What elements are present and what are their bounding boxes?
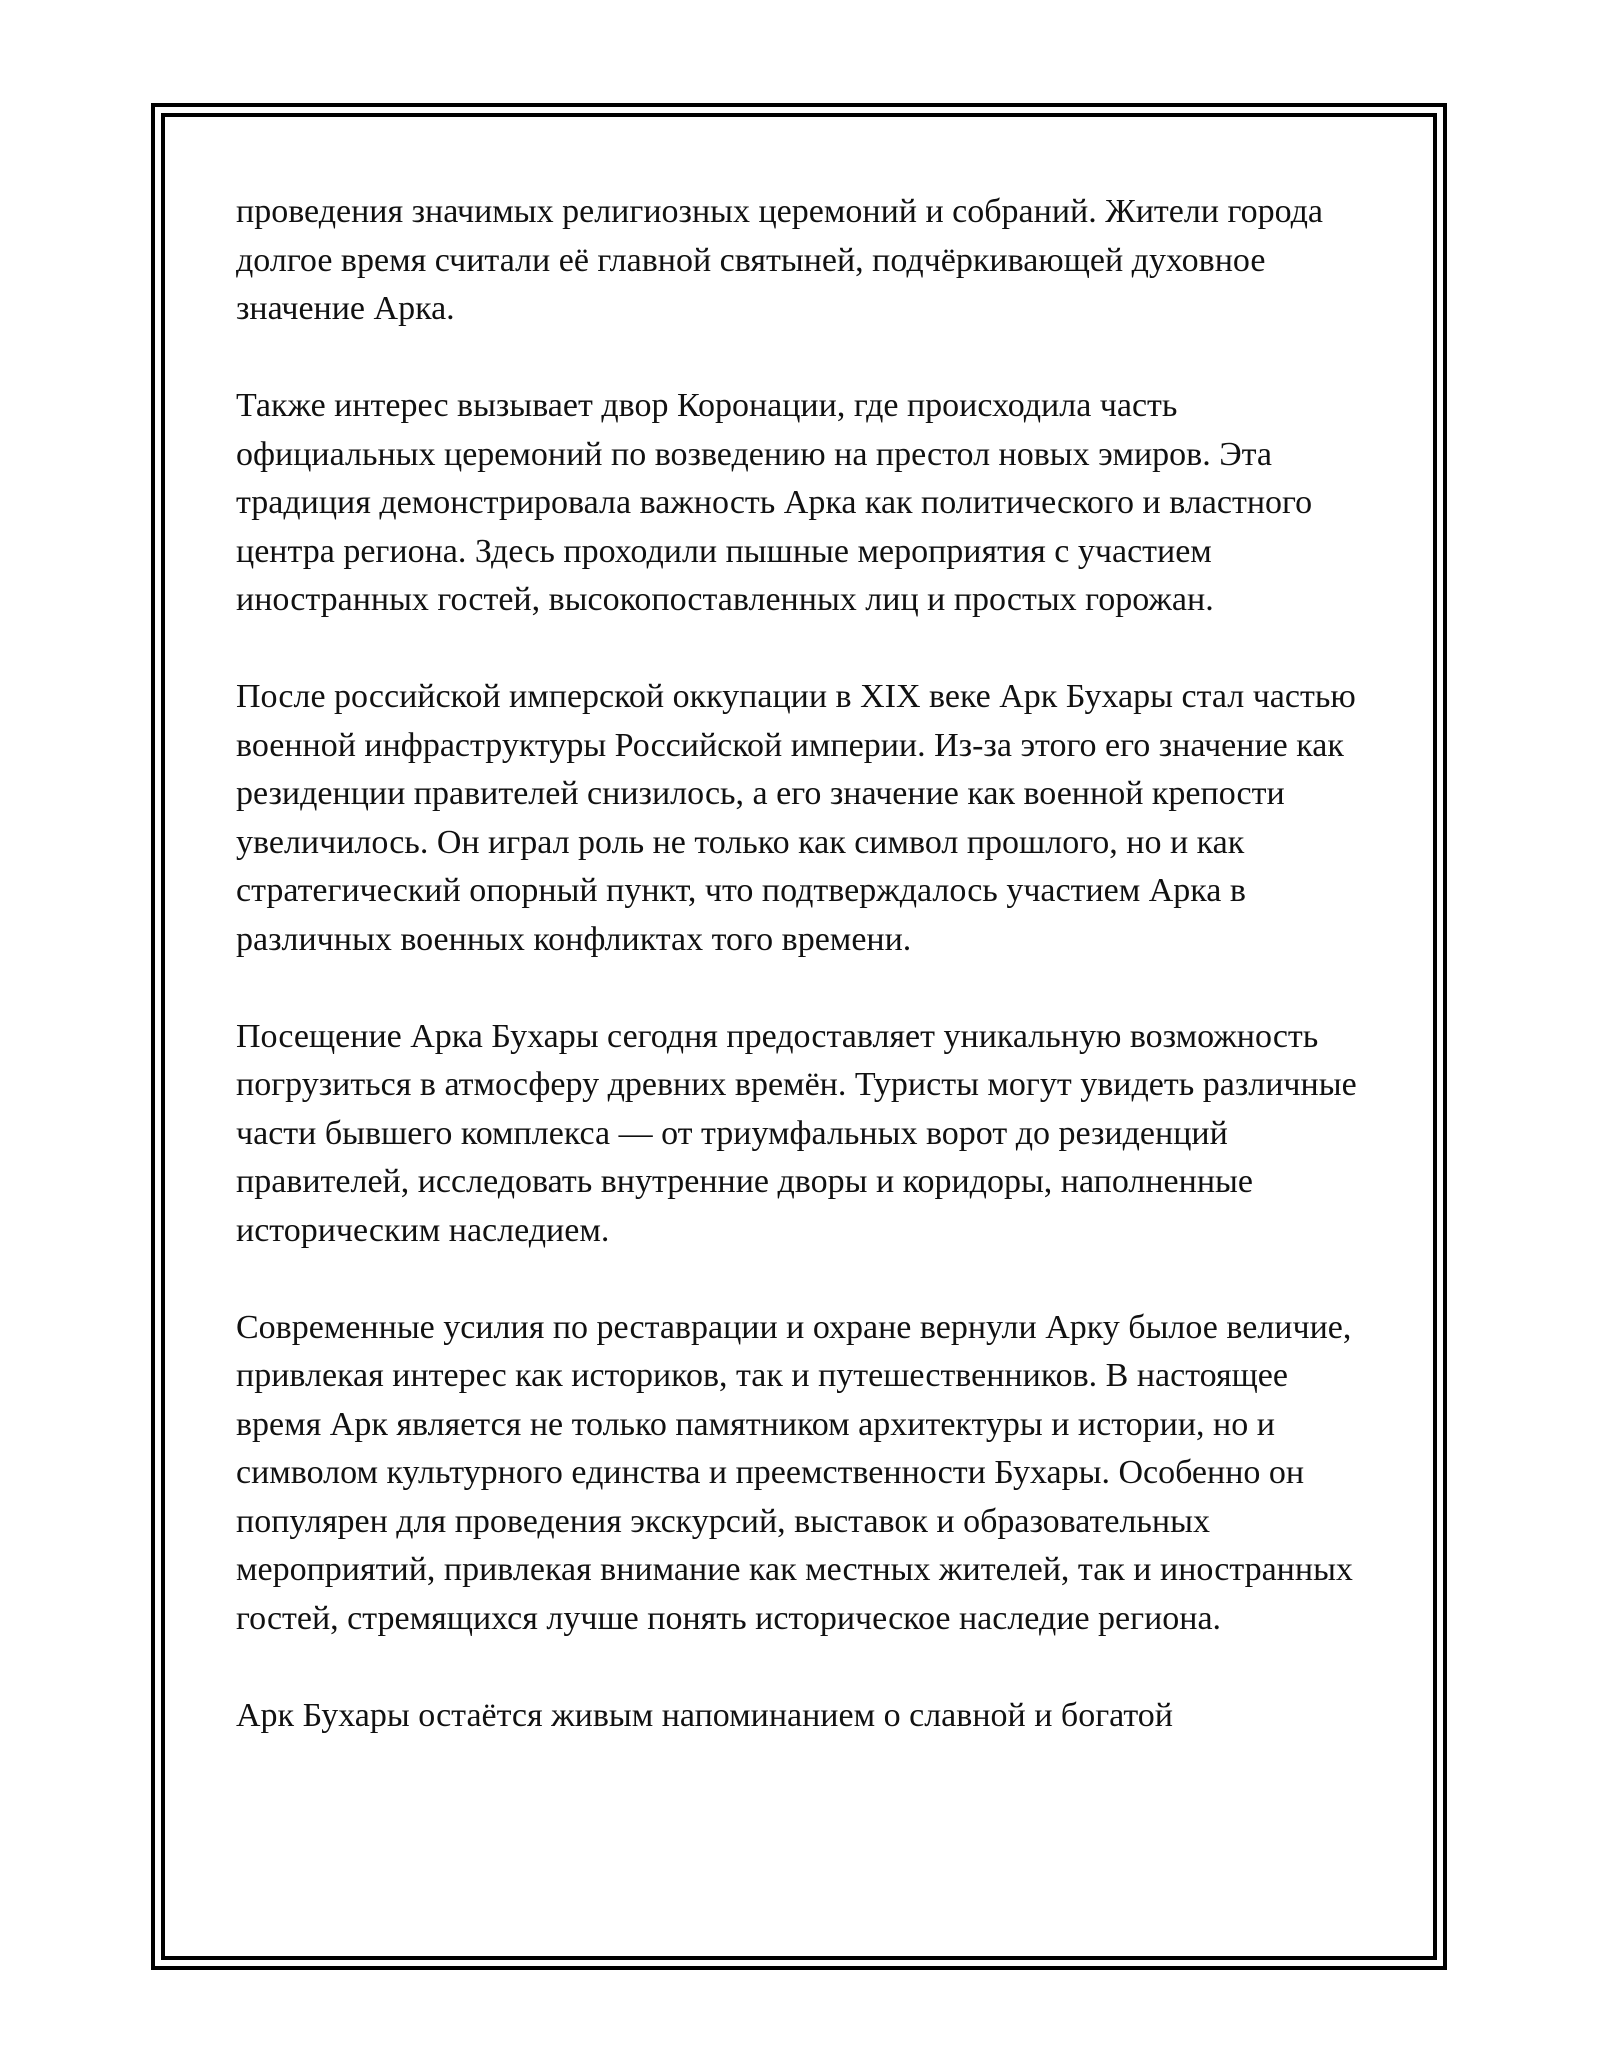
paragraph: Посещение Арка Бухары сегодня предоставляет уникальную возможность погрузиться в атмосферу древних времён. Туристы могут увидеть различные части бывшего комплекса — от триумфальных ворот до резиденций правителей, исследовать внутренние дворы и коридоры, наполненные историческим наследием. bbox=[236, 1017, 1357, 1249]
paragraph: Современные усилия по реставрации и охране вернули Арку былое величие, привлекая интерес как историков, так и путешественников. В настоящее время Арк является не только памятником архитектуры и истории, но и символом культурного единства и преемственности Бухары. Особенно он популярен для проведения экскурсий, выставок и образовательных мероприятий, привлекая внимание как местных жителей, так и иностранных гостей, стремящихся лучше понять историческое наследие региона. bbox=[236, 1308, 1353, 1637]
paragraph: Арк Бухары остаётся живым напоминанием о славной и богатой bbox=[236, 1696, 1173, 1734]
document-body bbox=[236, 188, 1376, 1740]
paragraph: Также интерес вызывает двор Коронации, где происходила часть официальных церемоний по возведению на престол новых эмиров. Эта традиция демонстрировала важность Арка как политического и властного центра региона. Здесь проходили пышные мероприятия с участием иностранных гостей, высокопоставленных лиц и простых горожан. bbox=[236, 387, 1313, 618]
paragraph: После российской имперской оккупации в XIX веке Арк Бухары стал частью военной инфраструктуры Российской империи. Из-за этого его значение как резиденции правителей снизилось, а его значение как военной крепости увеличилось. Он играл роль не только как символ прошлого, но и как стратегический опорный пункт, что подтверждалось участием Арка в различных военных конфликтах того времени. bbox=[236, 678, 1356, 958]
paragraph: проведения значимых религиозных церемоний и собраний. Жители города долгое время считали её главной святыней, подчёркивающей духовное значение Арка. bbox=[236, 193, 1324, 327]
